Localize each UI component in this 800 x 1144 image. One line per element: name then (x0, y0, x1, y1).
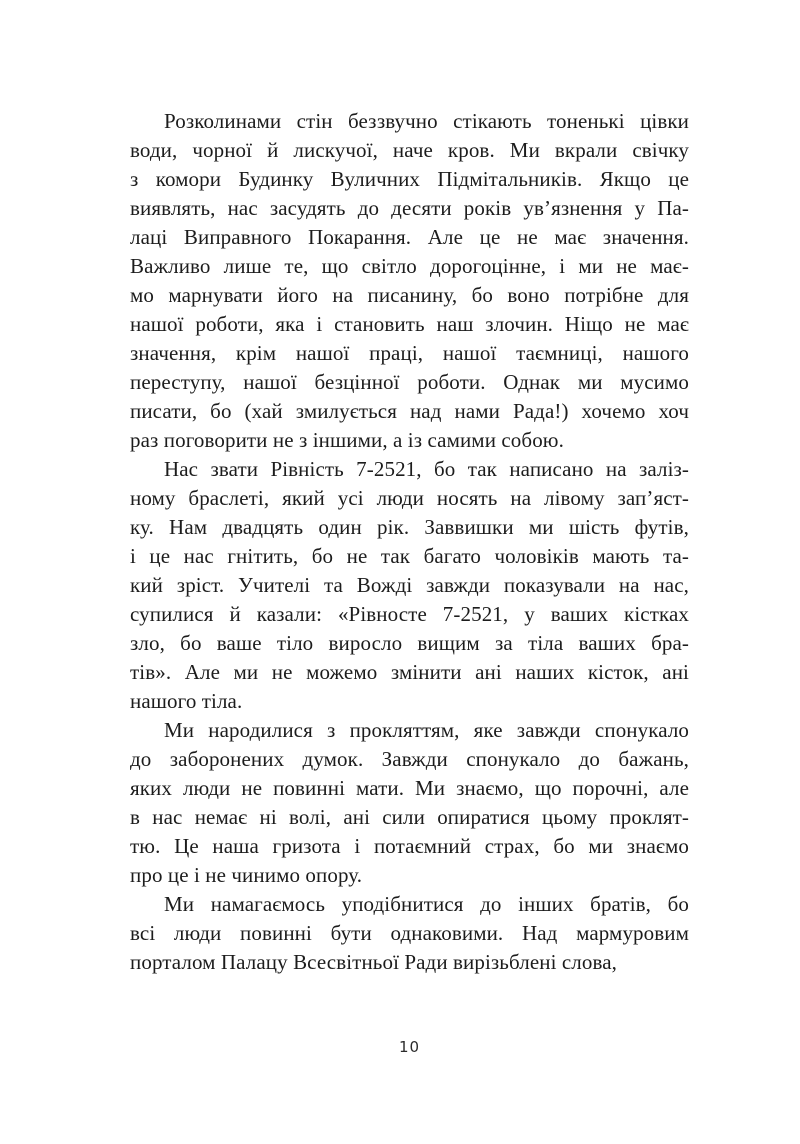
text-line: зло, бо ваше тіло виросло вищим за тіла ваших бра- (130, 631, 689, 655)
text-line: Важливо лише те, що світло дорогоцінне, і ми не має- (130, 254, 689, 278)
text-line: тів». Але ми не можемо змінити ані наших кісток, ані (130, 660, 689, 684)
text-line: ному браслеті, який усі люди носять на лівому зап’яст- (130, 486, 689, 510)
page-number: 10 (398, 1038, 421, 1056)
text-block (130, 107, 689, 977)
paragraph (130, 890, 689, 977)
text-line: про це і не чинимо опору. (130, 863, 363, 887)
text-line: кий зріст. Учителі та Вожді завжди показували на нас, (130, 573, 689, 597)
text-line: значення, крім нашої праці, нашої таємниці, нашого (130, 341, 689, 365)
text-line: порталом Палацу Всесвітньої Ради вирізьблені слова, (130, 950, 617, 974)
text-line: Ми народилися з прокляттям, яке завжди спонукало (164, 718, 689, 742)
text-line: в нас немає ні волі, ані сили опиратися цьому проклят- (130, 805, 689, 829)
text-line: тю. Це наша гризота і потаємний страх, бо ми знаємо (130, 834, 689, 858)
text-line: води, чорної й лискучої, наче кров. Ми вкрали свічку (130, 138, 689, 162)
text-line: нашої роботи, яка і становить наш злочин. Ніщо не має (130, 312, 689, 336)
text-line: і це нас гнітить, бо не так багато чоловіків мають та- (130, 544, 689, 568)
text-line: Нас звати Рівність 7-2521, бо так написано на заліз- (164, 457, 689, 481)
paragraph (130, 107, 689, 455)
paragraph (130, 716, 689, 890)
text-line: з комори Будинку Вуличних Підмітальників. Якщо це (130, 167, 689, 191)
text-line: писати, бо (хай змилується над нами Рада!) хочемо хоч (130, 399, 689, 423)
text-line: Розколинами стін беззвучно стікають тоненькі цівки (164, 109, 689, 133)
text-line: лаці Виправного Покарання. Але це не має значення. (130, 225, 689, 249)
text-line: нашого тіла. (130, 689, 243, 713)
text-line: раз поговорити не з іншими, а із самими собою. (130, 428, 564, 452)
paragraph (130, 455, 689, 716)
text-line: ку. Нам двадцять один рік. Заввишки ми шість футів, (130, 515, 689, 539)
text-line: до заборонених думок. Завжди спонукало до бажань, (130, 747, 689, 771)
text-line: всі люди повинні бути однаковими. Над мармуровим (130, 921, 689, 945)
text-line: мо марнувати його на писанину, бо воно потрібне для (130, 283, 689, 307)
text-line: переступу, нашої безцінної роботи. Однак ми мусимо (130, 370, 689, 394)
text-line: виявлять, нас засудять до десяти років ув’язнення у Па- (130, 196, 689, 220)
text-line: супилися й казали: «Рівносте 7-2521, у ваших кістках (130, 602, 689, 626)
text-line: яких люди не повинні мати. Ми знаємо, що порочні, але (130, 776, 689, 800)
text-line: Ми намагаємось уподібнитися до інших братів, бо (164, 892, 689, 916)
